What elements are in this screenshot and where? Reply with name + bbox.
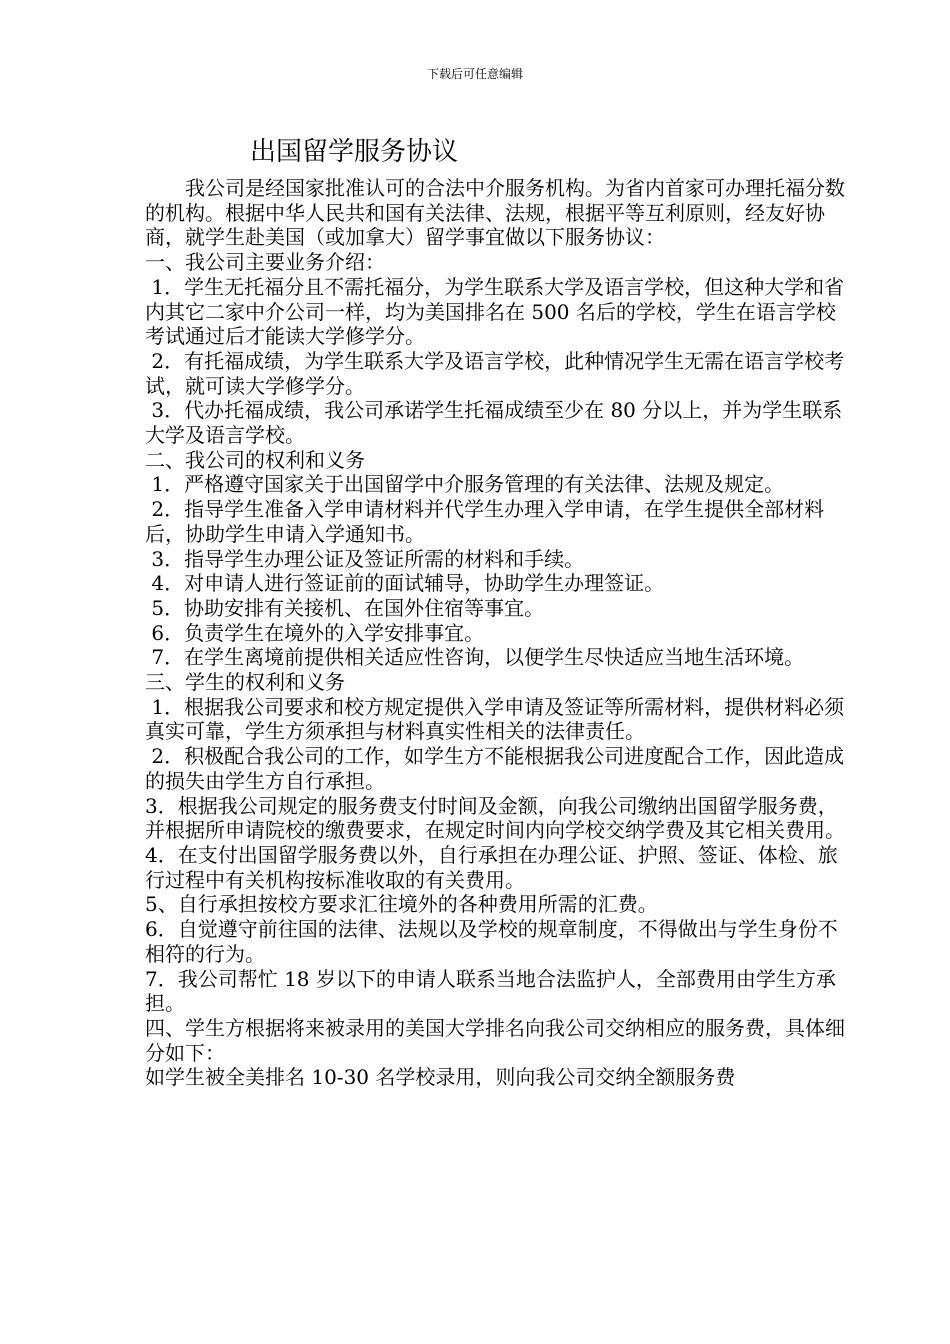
paragraph: 4．在支付出国留学服务费以外，自行承担在办理公证、护照、签证、体检、旅行过程中有关机构按标准收取的有关费用。 xyxy=(145,842,838,892)
paragraph: 1．学生无托福分且不需托福分，为学生联系大学及语言学校，但这种大学和省内其它二家中介公司一样，均为美国排名在 500 名后的学校，学生在语言学校考试通过后才能读大学修学分。 xyxy=(145,274,845,349)
paragraph: 2．有托福成绩，为学生联系大学及语言学校，此种情况学生无需在语言学校考试，就可读大学修学分。 xyxy=(145,348,845,398)
paragraph: 3．代办托福成绩，我公司承诺学生托福成绩至少在 80 分以上，并为学生联系大学及语言学校。 xyxy=(145,398,843,448)
paragraph: 6．自觉遵守前往国的法律、法规以及学校的规章制度，不得做出与学生身份不相符的行为。 xyxy=(145,917,838,966)
paragraph: 3．根据我公司规定的服务费支付时间及金额，向我公司缴纳出国留学服务费，并根据所申请院校的缴费要求，在规定时间内向学校交纳学费及其它相关费用。 xyxy=(145,793,845,843)
paragraph: 3．指导学生办理公证及签证所需的材料和手续。 xyxy=(145,546,585,571)
page-header: 下载后可任意编辑 xyxy=(426,67,523,81)
paragraph: 7．在学生离境前提供相关适应性咨询，以便学生尽快适应当地生活环境。 xyxy=(145,645,805,670)
paragraph: 1．根据我公司要求和校方规定提供入学申请及签证等所需材料，提供材料必须真实可靠，学生方须承担与材料真实性相关的法律责任。 xyxy=(145,694,845,744)
paragraph: 我公司是经国家批准认可的合法中介服务机构。为省内首家可办理托福分数的机构。根据中华人民共和国有关法律、法规，根据平等互利原则，经友好协商，就学生赴美国（或加拿大）留学事宜做以下服务协议： xyxy=(145,176,845,250)
paragraph: 5、自行承担按校方要求汇往境外的各种费用所需的汇费。 xyxy=(145,892,658,917)
paragraph: 一、我公司主要业务介绍： xyxy=(145,250,385,275)
paragraph: 6．负责学生在境外的入学安排事宜。 xyxy=(145,620,485,645)
paragraph: 2．指导学生准备入学申请材料并代学生办理入学申请，在学生提供全部材料后，协助学生申请入学通知书。 xyxy=(145,497,825,546)
paragraph: 四、学生方根据将来被录用的美国大学排名向我公司交纳相应的服务费，具体细分如下： xyxy=(145,1015,845,1065)
paragraph: 7．我公司帮忙 18 岁以下的申请人联系当地合法监护人，全部费用由学生方承担。 xyxy=(145,966,836,1016)
paragraph: 三、学生的权利和义务 xyxy=(145,670,345,695)
document-body xyxy=(145,176,845,1090)
paragraph: 如学生被全美排名 10-30 名学校录用，则向我公司交纳全额服务费 xyxy=(145,1065,736,1090)
paragraph: 二、我公司的权利和义务 xyxy=(145,447,365,472)
document-title: 出国留学服务协议 xyxy=(250,137,459,167)
paragraph: 4．对申请人进行签证前的面试辅导，协助学生办理签证。 xyxy=(145,571,665,596)
paragraph: 1．严格遵守国家关于出国留学中介服务管理的有关法律、法规及规定。 xyxy=(145,472,785,497)
paragraph: 5．协助安排有关接机、在国外住宿等事宜。 xyxy=(145,595,545,620)
paragraph: 2．积极配合我公司的工作，如学生方不能根据我公司进度配合工作，因此造成的损失由学生方自行承担。 xyxy=(145,744,845,793)
